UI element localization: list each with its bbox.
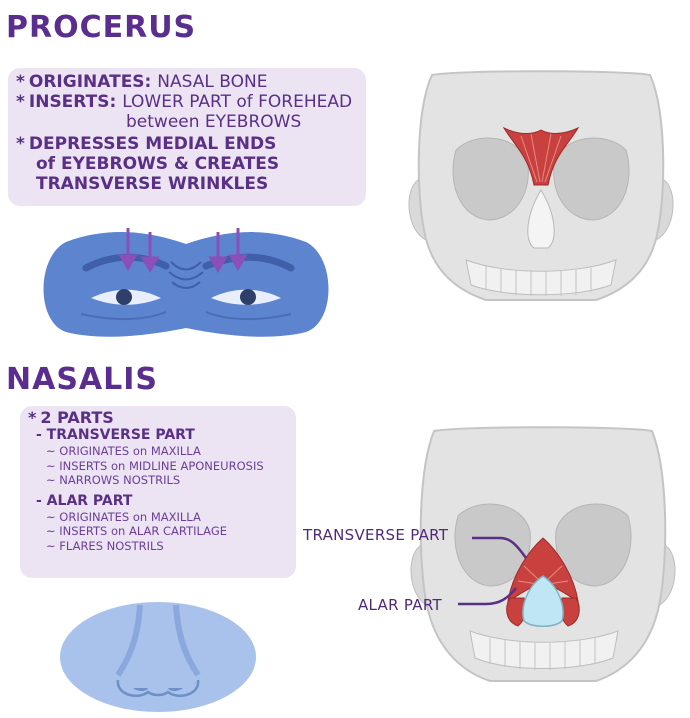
bullet-star-icon: * xyxy=(16,134,25,154)
alar-heading: - ALAR PART xyxy=(36,492,133,509)
action-line-2: of EYEBROWS & CREATES xyxy=(36,154,280,174)
transverse-item: ~ ORIGINATES on MAXILLA xyxy=(46,444,201,458)
nasalis-parts-heading xyxy=(28,408,264,427)
alar-item: ~ FLARES NOSTRILS xyxy=(46,538,164,553)
transverse-heading: - TRANSVERSE PART xyxy=(36,427,195,443)
bullet-star-icon: * xyxy=(28,408,37,427)
inserts-label: INSERTS: xyxy=(28,92,117,112)
action-line-3: TRANSVERSE WRINKLES xyxy=(36,174,269,194)
nasalis-title: NASALIS xyxy=(6,362,159,397)
procerus-title: PROCERUS xyxy=(6,10,197,45)
inserts-value: LOWER PART of FOREHEAD xyxy=(122,92,353,112)
originates-value: NASAL BONE xyxy=(157,72,268,92)
parts-heading-text: 2 PARTS xyxy=(40,408,114,427)
action-line-1: DEPRESSES MEDIAL ENDS xyxy=(28,134,277,154)
transverse-leader-line xyxy=(470,528,550,568)
transverse-part-label: TRANSVERSE PART xyxy=(303,526,449,544)
procerus-inserts xyxy=(16,92,352,112)
alar-part-label: ALAR PART xyxy=(358,596,442,614)
procerus-skull-illustration xyxy=(396,70,686,315)
procerus-info-card xyxy=(8,68,366,206)
transverse-item: ~ NARROWS NOSTRILS xyxy=(46,473,181,487)
bullet-star-icon: * xyxy=(16,92,25,112)
procerus-eye-illustration xyxy=(36,222,336,342)
bullet-star-icon: * xyxy=(16,72,25,92)
nasalis-nose-illustration xyxy=(58,600,258,715)
procerus-action xyxy=(16,134,352,154)
originates-label: ORIGINATES: xyxy=(28,72,152,92)
transverse-item: ~ INSERTS on MIDLINE APONEUROSIS xyxy=(46,458,264,473)
procerus-originates xyxy=(16,72,352,92)
alar-leader-line xyxy=(456,584,536,614)
alar-item: ~ ORIGINATES on MAXILLA xyxy=(46,509,201,524)
alar-item: ~ INSERTS on ALAR CARTILAGE xyxy=(46,524,227,538)
nasalis-info-card xyxy=(20,406,296,578)
inserts-value-cont: between EYEBROWS xyxy=(126,112,302,132)
